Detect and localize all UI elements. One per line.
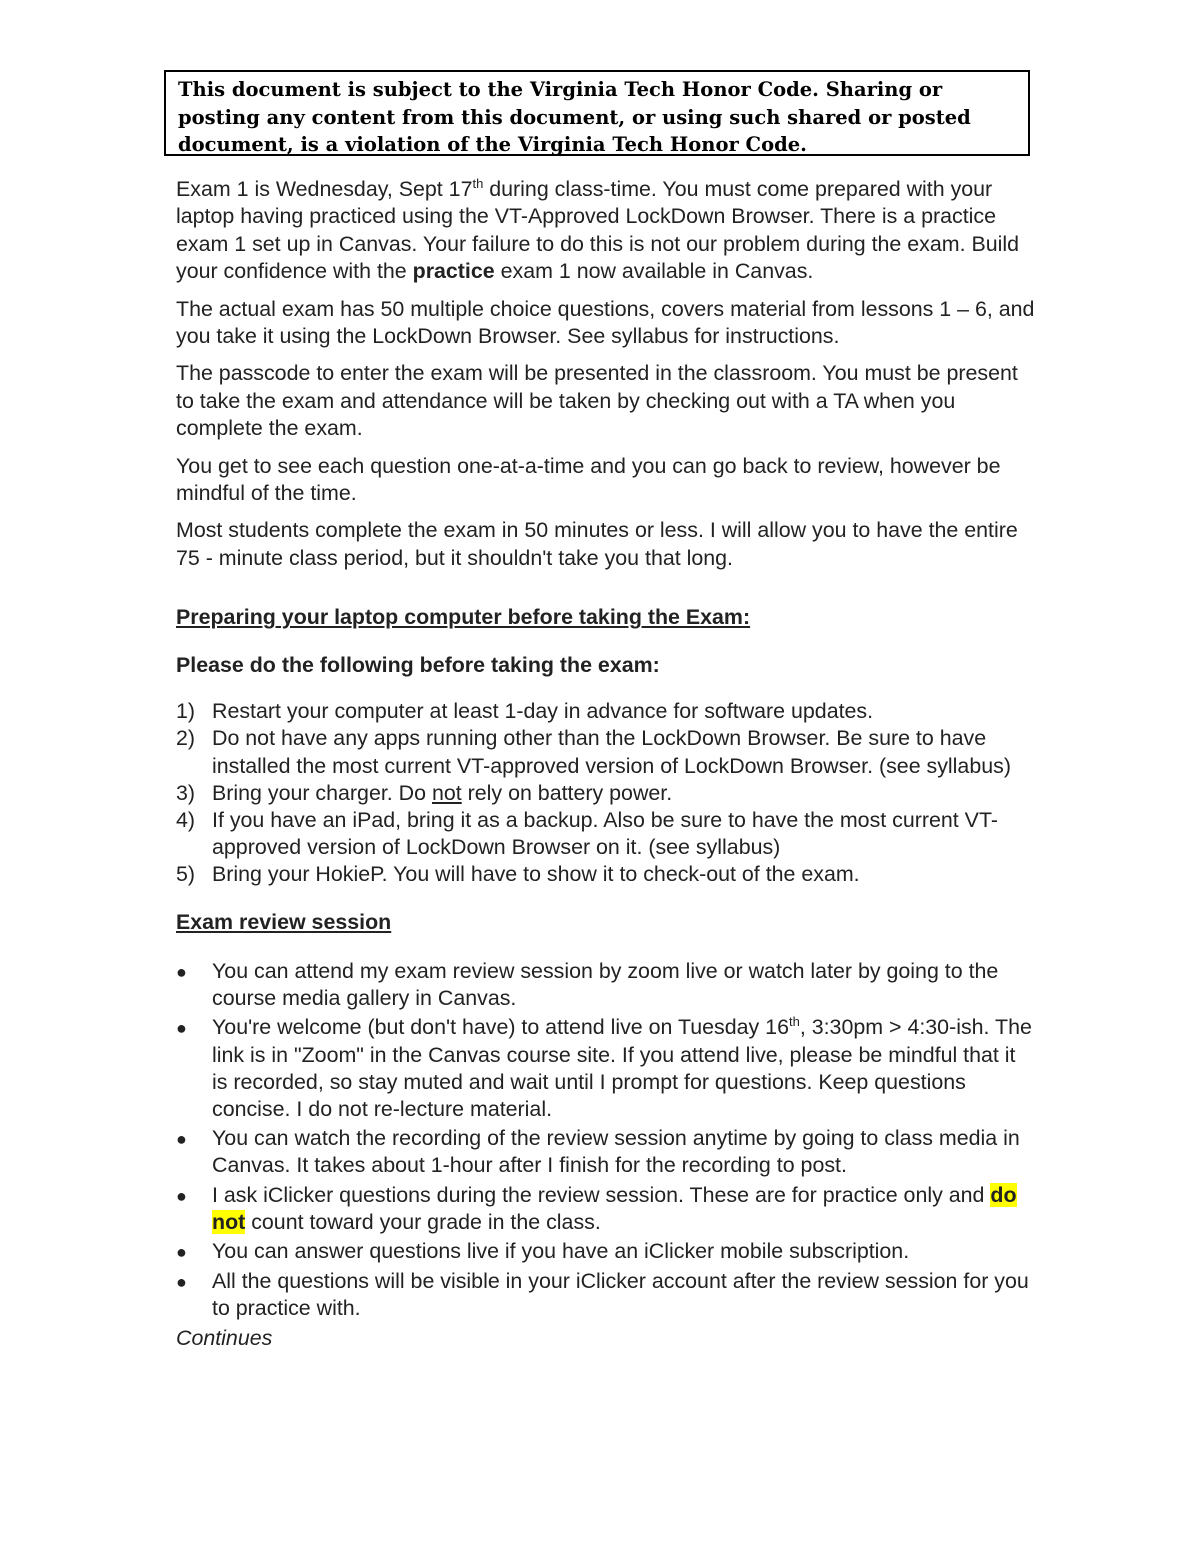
step-number: 1) bbox=[176, 699, 196, 724]
continues-note: Continues bbox=[176, 1325, 273, 1350]
list-item bbox=[176, 1268, 1036, 1322]
bullet-icon: ● bbox=[176, 1272, 187, 1293]
bullet-text-part: count toward your grade in the class. bbox=[245, 1209, 601, 1234]
intro-p1-text-b: during class-time. You must come prepared with your laptop having practiced using the VT-Approved LockDown Browser. There is a practice exam 1 set up in Canvas. Your failure to do this is not our problem during the exam. Build your confidence with the bbox=[176, 177, 1020, 284]
step-number: 2) bbox=[176, 726, 196, 751]
list-item bbox=[176, 861, 1036, 888]
step-number: 5) bbox=[176, 862, 196, 887]
intro-paragraph-2: The actual exam has 50 multiple choice questions, covers material from lessons 1 – 6, and you take it using the LockDown Browser. See syllabus for instructions. bbox=[176, 296, 1035, 349]
honor-code-notice: This document is subject to the Virginia Tech Honor Code. Sharing or posting any content from this document, or using such shared or posted document, is a violation of the Virginia Tech Honor Code. bbox=[164, 70, 1030, 156]
bullet-text-part: I ask iClicker questions during the review session. These are for practice only and bbox=[212, 1182, 991, 1207]
step-text-part: rely on battery power. bbox=[461, 780, 673, 805]
intro-paragraph-4: You get to see each question one-at-a-time and you can go back to review, however be mindful of the time. bbox=[176, 453, 1001, 506]
intro-p1-text-c: exam 1 now available in Canvas. bbox=[494, 259, 814, 284]
step-text: Bring your HokieP. You will have to show it to check-out of the exam. bbox=[212, 862, 860, 887]
list-item bbox=[176, 1238, 1036, 1266]
highlighted-do-not: do not bbox=[212, 1182, 1017, 1234]
step-text: Do not have any apps running other than the LockDown Browser. Be sure to have installed the most current VT-approved version of LockDown Browser. (see syllabus) bbox=[212, 726, 1011, 778]
bullet-icon: ● bbox=[176, 961, 187, 982]
step-number: 3) bbox=[176, 780, 196, 805]
list-item bbox=[176, 1182, 1036, 1236]
list-item bbox=[176, 1125, 1036, 1179]
ordinal-suffix: th bbox=[788, 1014, 800, 1030]
practice-emphasis: practice bbox=[412, 259, 495, 284]
step-text bbox=[212, 780, 672, 807]
step-number: 4) bbox=[176, 807, 196, 832]
intro-paragraph-5: Most students complete the exam in 50 minutes or less. I will allow you to have the entire 75 - minute class period, but it shouldn't take you that long. bbox=[176, 518, 1018, 570]
list-item bbox=[176, 780, 1036, 807]
bullet-text-part: You're welcome (but don't have) to attend live on Tuesday 16 bbox=[212, 1015, 789, 1040]
document-body bbox=[176, 176, 1036, 1352]
bullet-text: You can watch the recording of the review session anytime by going to class media in Canvas. It takes about 1-hour after I finish for the recording to post. bbox=[212, 1126, 1020, 1178]
list-item bbox=[176, 1014, 1036, 1123]
bullet-text bbox=[212, 1182, 1036, 1236]
step-text: Restart your computer at least 1-day in advance for software updates. bbox=[212, 699, 874, 724]
bullet-icon: ● bbox=[176, 1241, 187, 1262]
bullet-text: You can answer questions live if you have an iClicker mobile subscription. bbox=[212, 1238, 910, 1263]
bullet-text-part: , 3:30pm > 4:30-ish. The link is in "Zoom" in the Canvas course site. If you attend live, please be mindful that it is recorded, so stay muted and wait until I prompt for questions. Keep questions concise. I do not re-lecture material. bbox=[212, 1015, 1032, 1121]
list-item bbox=[176, 807, 1036, 861]
list-item bbox=[176, 698, 1036, 725]
intro-paragraph-1 bbox=[176, 176, 1036, 286]
intro-p1-text-a: Exam 1 is Wednesday, Sept 17 bbox=[176, 177, 473, 201]
review-heading: Exam review session bbox=[176, 909, 392, 934]
bullet-text: All the questions will be visible in your iClicker account after the review session for you to practice with. bbox=[212, 1269, 1029, 1321]
bullet-text bbox=[212, 1014, 1036, 1123]
bullet-icon: ● bbox=[176, 1129, 187, 1150]
prep-subheading: Please do the following before taking the exam: bbox=[176, 652, 660, 677]
review-bullet-list bbox=[176, 958, 1036, 1323]
bullet-icon: ● bbox=[176, 1185, 187, 1206]
list-item bbox=[176, 725, 1036, 779]
step-text: If you have an iPad, bring it as a backup. Also be sure to have the most current VT-approved version of LockDown Browser on it. (see syllabus) bbox=[212, 807, 998, 860]
not-emphasis: not bbox=[431, 780, 462, 805]
prep-steps-list bbox=[176, 698, 1036, 888]
ordinal-suffix: th bbox=[472, 175, 484, 191]
list-item bbox=[176, 958, 1036, 1012]
prep-heading: Preparing your laptop computer before taking the Exam: bbox=[176, 605, 751, 630]
bullet-icon: ● bbox=[176, 1018, 187, 1039]
intro-paragraph-3: The passcode to enter the exam will be presented in the classroom. You must be present to take the exam and attendance will be taken by checking out with a TA when you complete the exam. bbox=[176, 361, 1018, 441]
bullet-text: You can attend my exam review session by zoom live or watch later by going to the course media gallery in Canvas. bbox=[212, 958, 999, 1011]
step-text-part: Bring your charger. Do bbox=[212, 780, 432, 805]
